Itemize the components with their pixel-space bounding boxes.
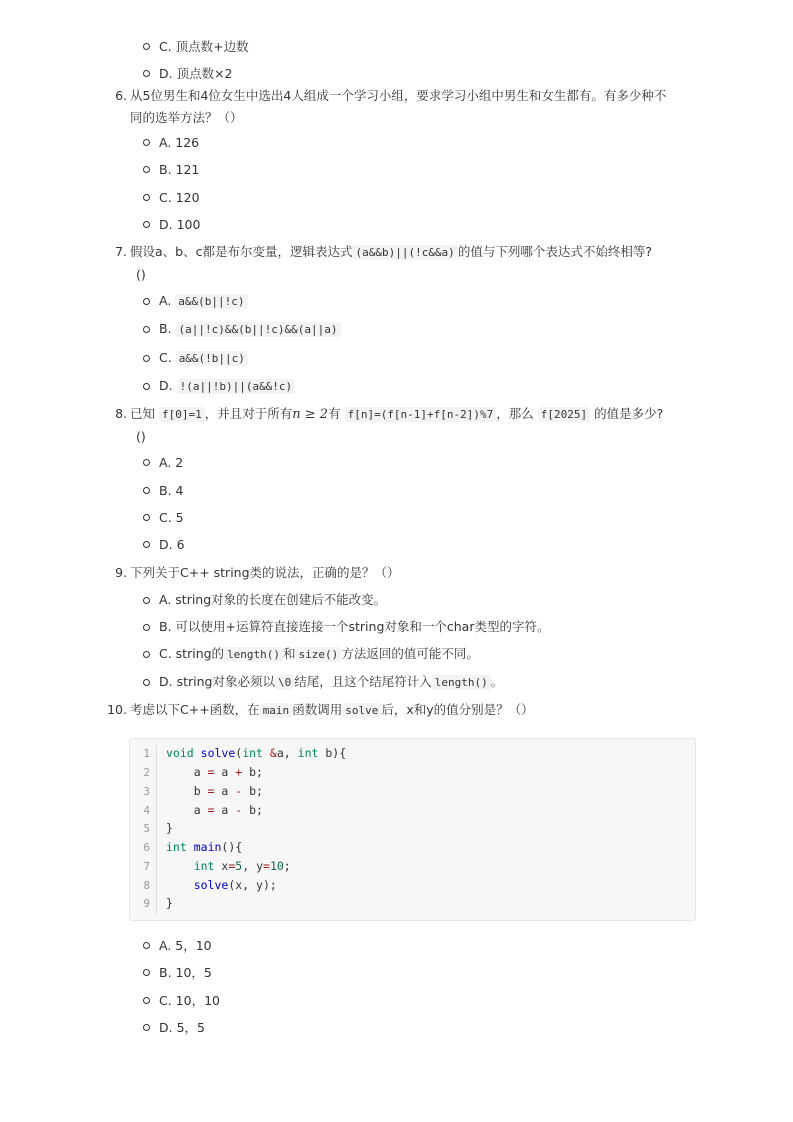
list-bullet <box>143 624 150 631</box>
code-line: } <box>166 896 173 910</box>
inline-code: length() <box>432 675 491 690</box>
question-text-line: 从5位男生和4位女生中选出4人组成一个学习小组，要求学习小组中男生和女生都有。有多少种不 <box>130 88 667 103</box>
list-bullet <box>143 194 150 201</box>
line-number: 7 <box>143 860 150 873</box>
math-expression: n ≥ 2 <box>292 407 329 422</box>
list-bullet <box>143 487 150 494</box>
list-bullet <box>143 383 150 390</box>
inline-code: \0 <box>275 675 294 690</box>
option-q7-d: D. !(a||!b)||(a&&!c) <box>159 377 295 396</box>
inline-code: a&&(b||!c) <box>175 294 247 309</box>
option-q7-c: C. a&&(!b||c) <box>159 349 248 368</box>
question-text: 已知 <box>130 406 156 421</box>
line-number: 3 <box>143 785 150 798</box>
question-text: 的值是多少? <box>594 406 664 421</box>
list-bullet <box>143 459 150 466</box>
question-10-text: 考虑以下C++函数，在 main 函数调用 solve 后，x和y的值分别是？（） <box>130 702 534 717</box>
option-q10-a: A. 5，10 <box>159 938 212 953</box>
option-q10-b: B. 10，5 <box>159 965 212 980</box>
list-bullet <box>143 355 150 362</box>
code-line: b = a - b; <box>166 784 263 798</box>
list-bullet <box>143 597 150 604</box>
option-q6-c: C. 120 <box>159 190 200 205</box>
list-bullet <box>143 514 150 521</box>
list-bullet <box>143 139 150 146</box>
option-q6-a: A. 126 <box>159 135 200 150</box>
option-q9-d: D. string对象必须以 \0 结尾，且这个结尾符计入 length() 。 <box>159 674 504 689</box>
code-block <box>129 738 696 921</box>
question-text: 的值与下列哪个表达式不始终相等? <box>457 244 652 259</box>
inline-code: (a&&b)||(!c&&a) <box>352 245 457 260</box>
list-bullet <box>143 541 150 548</box>
question-text-line: () <box>136 267 146 282</box>
list-bullet <box>143 679 150 686</box>
list-bullet <box>143 969 150 976</box>
list-bullet <box>143 997 150 1004</box>
line-number: 6 <box>143 841 150 854</box>
option-q8-c: C. 5 <box>159 510 184 525</box>
code-line: void solve(int &a, int b){ <box>166 746 347 760</box>
inline-code: a&&(!b||c) <box>176 351 248 366</box>
list-bullet <box>143 942 150 949</box>
option-q8-d: D. 6 <box>159 537 185 552</box>
list-bullet <box>143 43 150 50</box>
inline-code: main <box>260 703 293 718</box>
question-text-line: () <box>136 429 146 444</box>
question-7-text <box>130 241 690 286</box>
inline-code: !(a||!b)||(a&&!c) <box>177 379 296 394</box>
list-bullet <box>143 326 150 333</box>
question-number: 8. <box>115 406 127 421</box>
list-bullet <box>143 166 150 173</box>
inline-code: (a||!c)&&(b||!c)&&(a||a) <box>176 322 341 337</box>
question-9-text: 下列关于C++ string类的说法，正确的是？（） <box>130 565 400 580</box>
question-text: ，并且对于所有 <box>204 406 293 421</box>
code-line: int x=5, y=10; <box>193 859 291 873</box>
option-q5-c: C. 顶点数+边数 <box>159 39 249 54</box>
option-q9-a: A. string对象的长度在创建后不能改变。 <box>159 592 387 607</box>
option-q6-b: B. 121 <box>159 162 200 177</box>
question-6-text <box>130 85 690 129</box>
question-text-line: 同的选举方法？（） <box>130 110 243 125</box>
question-8-text <box>130 403 690 448</box>
line-number: 8 <box>143 879 150 892</box>
option-q8-b: B. 4 <box>159 483 184 498</box>
inline-code: length() <box>224 647 283 662</box>
inline-code: size() <box>296 647 342 662</box>
option-q7-b: B. (a||!c)&&(b||!c)&&(a||a) <box>159 320 341 339</box>
inline-code: solve <box>342 703 381 718</box>
option-q9-c: C. string的 length() 和 size() 方法返回的值可能不同。 <box>159 646 479 661</box>
list-bullet <box>143 298 150 305</box>
question-text: ，那么 <box>496 406 534 421</box>
question-number: 9. <box>115 565 127 580</box>
option-q7-a: A. a&&(b||!c) <box>159 292 248 311</box>
code-line: a = a + b; <box>166 765 263 779</box>
question-text: 有 <box>328 406 341 421</box>
option-q10-c: C. 10，10 <box>159 993 220 1008</box>
line-number: 2 <box>143 766 150 779</box>
code-line: a = a - b; <box>166 803 263 817</box>
line-number: 5 <box>143 822 150 835</box>
code-line: } <box>166 821 173 835</box>
question-number: 6. <box>115 88 127 103</box>
list-bullet <box>143 1024 150 1031</box>
line-number: 4 <box>143 804 150 817</box>
line-number: 9 <box>143 897 150 910</box>
line-number: 1 <box>143 747 150 760</box>
code-line: int main(){ <box>166 840 243 854</box>
question-text: 假设a、b、c都是布尔变量，逻辑表达式 <box>130 244 353 259</box>
code-line: solve(x, y); <box>193 878 277 892</box>
option-q10-d: D. 5，5 <box>159 1020 205 1035</box>
inline-code: f[0]=1 <box>159 407 205 422</box>
option-q8-a: A. 2 <box>159 455 184 470</box>
option-q9-b: B. 可以使用+运算符直接连接一个string对象和一个char类型的字符。 <box>159 619 550 634</box>
question-number: 7. <box>115 244 127 259</box>
inline-code: f[n]=(f[n-1]+f[n-2])%7 <box>345 407 497 422</box>
question-number: 10. <box>107 702 127 717</box>
option-q6-d: D. 100 <box>159 217 201 232</box>
option-q5-d: D. 顶点数×2 <box>159 66 233 81</box>
list-bullet <box>143 221 150 228</box>
inline-code: f[2025] <box>538 407 590 422</box>
list-bullet <box>143 651 150 658</box>
list-bullet <box>143 70 150 77</box>
